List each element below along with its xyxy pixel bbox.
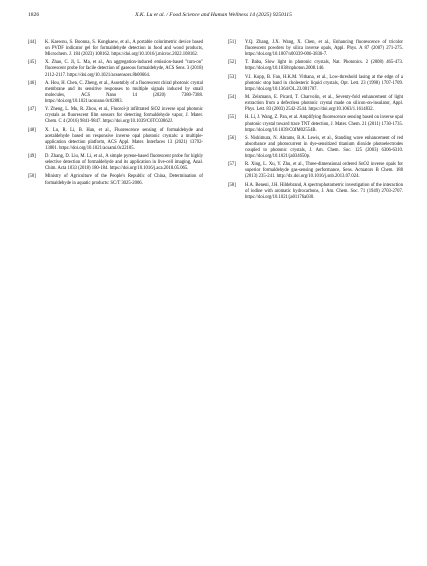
reference-text: A. Hou, H. Chen, C. Zheng, et al., Assembly of a fluorescent chiral photonic crystal membrane and its sensitive responses to multiple signals induced by small molecules, ACS Nano 14 (2020) 7380-7388. https://doi.org/10.1021/acsnano.0c02883. — [45, 80, 203, 105]
reference-text: D. Zhang, D. Liu, M. Li, et al., A simple pyrene-based fluorescent probe for highly selective detection of formaldehyde and its application in live-cell imaging, Anal. Chim. Acta 1033 (2018) 180-184. https://doi.org/10.1016/j.aca.2018.05.065. — [45, 154, 203, 172]
reference-item — [28, 154, 203, 172]
reference-number: [55] — [228, 115, 236, 121]
reference-number: [56] — [228, 135, 236, 141]
reference-item — [28, 107, 203, 125]
reference-text: V.I. Kopp, B. Fan, H.K.M. Vithana, et al., Low-threshold lasing at the edge of a photonic stop band in cholesteric liquid crystals, Opt. Lett. 23 (1998) 1707-1709. https://doi.org/10.1364/OL.23.001707. — [245, 74, 403, 92]
reference-item — [28, 128, 203, 152]
reference-number: [48] — [28, 127, 36, 133]
reference-number: [46] — [28, 80, 36, 86]
reference-text: X. Zhao, C. Ji, L. Ma, et al., An aggregation-induced emission-based "turn-on" fluorescent probe for facile detection of gaseous formaldehyde, ACS Sens. 3 (2018) 2112-2117. https://doi.org/10.1021/acssensors.8b00664. — [45, 60, 203, 78]
reference-item — [228, 115, 403, 133]
reference-number: [47] — [28, 107, 36, 113]
reference-text: K. Kaewnu, S. Boonna, S. Kongkaew, et al., A portable colorimetric device based on PVDF indicator gel for formaldehyde detection in food and wood products, Microchem. J. 184 (2023) 108162. https://doi.org/10.1016/j.microc.2022.108162. — [45, 40, 203, 58]
reference-number: [50] — [28, 174, 36, 180]
reference-text: T. Baba, Slow light in photonic crystals, Nat. Photonics. 2 (2008) 465-473. https://doi.org/10.1038/nphoton.2008.146. — [245, 60, 403, 72]
reference-number: [53] — [228, 74, 236, 80]
reference-text: M. Zelsmann, E. Picard, T. Charvolin, et al., Seventy-fold enhancement of light extraction from a defectless photonic crystal made on silicon-on-insulator, Appl. Phys. Lett. 83 (2003) 2542-2544. https://doi.org/10.1063/1.1614832. — [245, 95, 403, 113]
reference-text: H. Li, J. Wang, Z. Pan, et al. Amplifying fluorescence sensing based on inverse opal photonic crystal toward trace TNT detection, J. Mater. Chem. 21 (2011) 1730-1735. https://doi.org/10.1039/C0JM02554B. — [245, 115, 403, 133]
reference-item — [228, 136, 403, 160]
page-number: 1826 — [28, 12, 40, 18]
running-title: X.K. Lu et al. / Food Science and Human Wellness 14 (2025) 9250115 — [135, 12, 292, 18]
reference-item — [28, 40, 203, 58]
reference-item — [28, 174, 203, 186]
reference-text: X. Lu, R. Li, B. Han, et al., Fluorescence sensing of formaldehyde and acetaldehyde based on responsive inverse opal photonic crystals: a multiple-application detection platform, ACS Appl. Mater. Interfaces 13 (2021) 13792-13801. https://doi.org/10.1021/acsami.0c22105. — [45, 127, 203, 151]
reference-number: [45] — [28, 60, 36, 66]
reference-number: [54] — [228, 95, 236, 101]
page-header — [28, 10, 399, 20]
reference-number: [52] — [228, 60, 236, 66]
reference-item — [28, 81, 203, 105]
reference-item — [228, 183, 403, 201]
reference-item — [228, 40, 403, 58]
reference-item — [228, 162, 403, 180]
reference-text: Y. Zheng, L. Mu, R. Zhou, et al., Fluorol-jt infiltrated SiO2 inverse opal photonic crystals as fluorescent film sensors for detecting formaldehyde vapor, J. Mater. Chem. C 4 (2016) 9841-9847. https://doi.org/10.1039/C6TC03862J. — [45, 107, 203, 125]
reference-number: [57] — [228, 162, 236, 168]
reference-text: Ministry of Agriculture of the People's Republic of China, Determination of formaldehyde in aquatic products: SC/T 3025-2006. — [45, 174, 203, 186]
reference-text: H.A. Beneni, J.H. Hildebrand, A spectrophotometric investigation of the interaction of iodine with aromatic hydrocarbons, J. Am. Chem. Soc. 71 (1949) 2703-2707. https://doi.org/10.1021/ja01176a030. — [245, 182, 403, 200]
reference-item — [228, 75, 403, 93]
reference-item — [228, 60, 403, 72]
reference-number: [58] — [228, 182, 236, 188]
references-left-column — [28, 40, 203, 189]
reference-text: Y.Q. Zhang, J.X. Wang, X. Chen, et al., Enhancing fluorescence of tricolor fluorescent powders by silica inverse opals, Appl. Phys. A 87 (2007) 271-275. https://doi.org/10.1007/s00339-006-3830-7. — [245, 40, 403, 58]
reference-item — [28, 60, 203, 78]
reference-number: [49] — [28, 154, 36, 160]
reference-text: S. Nishimura, N. Abrams, B.A. Lewis, et al., Standing wave enhancement of red absorbance and photocurrent in dye-sensitized titanium dioxide photoelectrodes coupled to photonic crystals, J. Am. Chem. Soc. 125 (2003) 6306-6310. https://doi.org/10.1021/ja034650p. — [245, 135, 403, 160]
references-right-column — [228, 40, 403, 203]
reference-number: [51] — [228, 40, 236, 45]
reference-text: R. Xing, L. Xu, Y. Zhu, et al., Three-dimensional ordered SnO2 inverse opals for superior formaldehyde gas-sensing performance, Sens. Actuators B Chem. 188 (2013) 235-241. http://dx.doi.org/10.1016/j.snb.2013.07.024. — [245, 162, 403, 180]
reference-number: [44] — [28, 40, 36, 45]
reference-item — [228, 95, 403, 113]
